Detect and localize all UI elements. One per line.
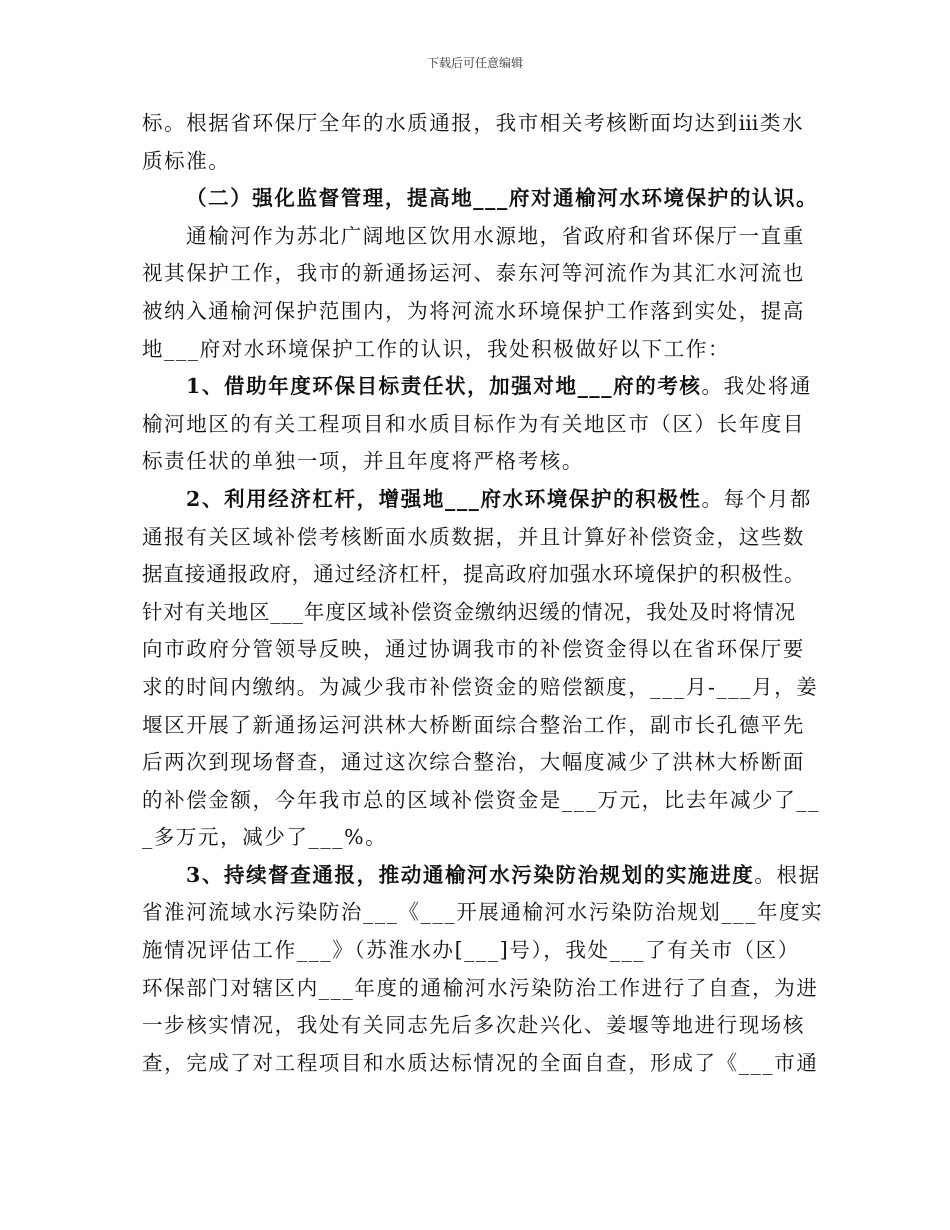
line-text: 质标准。 bbox=[142, 148, 231, 173]
text-line bbox=[142, 594, 812, 632]
text-line bbox=[142, 894, 824, 932]
text-line bbox=[142, 669, 819, 707]
bold-lead: 2、利用经济杠杆，增强地___府水环境保护的积极性 bbox=[186, 486, 702, 511]
text-line bbox=[142, 970, 819, 1008]
text-line bbox=[142, 143, 812, 181]
text-line bbox=[142, 519, 812, 557]
line-text: 。我处将通 bbox=[701, 374, 813, 399]
text-line bbox=[142, 631, 812, 669]
bold-lead: 1、借助年度环保目标责任状，加强对地___府的考核 bbox=[186, 374, 702, 399]
text-line bbox=[142, 293, 812, 331]
text-line bbox=[142, 857, 821, 895]
line-text: 视其保护工作，我市的新通扬运河、泰东河等河流作为其汇水河流也 bbox=[142, 261, 805, 286]
line-text: 地___府对水环境保护工作的认识，我处积极做好以下工作： bbox=[142, 336, 731, 361]
line-text: 标。根据省环保厅全年的水质通报，我市相关考核断面均达到ⅲ类水 bbox=[142, 111, 805, 135]
line-text: 求的时间内缴纳。为减少我市补偿资金的赔偿额度，___月-___月，姜 bbox=[142, 674, 819, 699]
line-text: 环保部门对辖区内___年度的通榆河水污染防治工作进行了自查，为进 bbox=[142, 975, 819, 1000]
text-line bbox=[142, 105, 812, 143]
line-text: 。每个月都 bbox=[701, 486, 813, 511]
page-header: 下载后可任意编辑 bbox=[426, 56, 523, 70]
line-text: 被纳入通榆河保护范围内，为将河流水环境保护工作落到实处，提高 bbox=[142, 298, 805, 323]
line-text: 向市政府分管领导反映，通过协调我市的补偿资金得以在省环保厅要 bbox=[142, 637, 805, 662]
section-heading bbox=[142, 180, 819, 218]
text-line bbox=[142, 368, 812, 406]
text-line bbox=[142, 331, 812, 369]
text-line bbox=[142, 782, 821, 820]
text-line bbox=[142, 744, 812, 782]
line-text: 后两次到现场督查，通过这次综合整治，大幅度减少了洪林大桥断面 bbox=[142, 750, 805, 775]
text-line bbox=[142, 707, 812, 745]
line-text: 省淮河流域水污染防治___《___开展通榆河水污染防治规划___年度实 bbox=[142, 900, 824, 925]
bold-lead: 3、持续督查通报，推动通榆河水污染防治规划的实施进度 bbox=[186, 862, 755, 887]
line-text: 标责任状的单独一项，并且年度将严格考核。 bbox=[142, 449, 584, 474]
line-text: 针对有关地区___年度区域补偿资金缴纳迟缓的情况，我处及时将情况 bbox=[142, 599, 797, 624]
bold-lead: （二）强化监督管理，提高地___府对通榆河水环境保护的认识。 bbox=[186, 186, 819, 211]
text-line bbox=[142, 218, 812, 256]
document-body bbox=[142, 105, 824, 1082]
line-text: 的补偿金额，今年我市总的区域补偿资金是___万元，比去年减少了__ bbox=[142, 787, 821, 812]
line-text: 。根据 bbox=[754, 862, 821, 887]
line-text: _多万元，减少了___%。 bbox=[142, 825, 388, 850]
line-text: 一步核实情况，我处有关同志先后多次赴兴化、姜堰等地进行现场核 bbox=[142, 1013, 805, 1038]
line-text: 榆河地区的有关工程项目和水质目标作为有关地区市（区）长年度目 bbox=[142, 411, 805, 436]
line-text: 施情况评估工作___》（苏淮水办[___]号），我处___了有关市（区） bbox=[142, 938, 800, 963]
text-line bbox=[142, 556, 812, 594]
line-text: 据直接通报政府，通过经济杠杆，提高政府加强水环境保护的积极性。 bbox=[142, 562, 806, 587]
line-text: 通报有关区域补偿考核断面水质数据，并且计算好补偿资金，这些数 bbox=[142, 524, 805, 549]
line-text: 查，完成了对工程项目和水质达标情况的全面自查，形成了《___市通 bbox=[142, 1050, 819, 1075]
line-text: 堰区开展了新通扬运河洪林大桥断面综合整治工作，副市长孔德平先 bbox=[142, 712, 805, 737]
text-line bbox=[142, 481, 812, 519]
line-text: 通榆河作为苏北广阔地区饮用水源地，省政府和省环保厅一直重 bbox=[186, 223, 805, 248]
text-line bbox=[142, 819, 812, 857]
text-line bbox=[142, 1045, 819, 1083]
text-line bbox=[142, 406, 812, 444]
text-line bbox=[142, 443, 812, 481]
text-line bbox=[142, 1007, 812, 1045]
text-line bbox=[142, 255, 812, 293]
text-line bbox=[142, 932, 812, 970]
